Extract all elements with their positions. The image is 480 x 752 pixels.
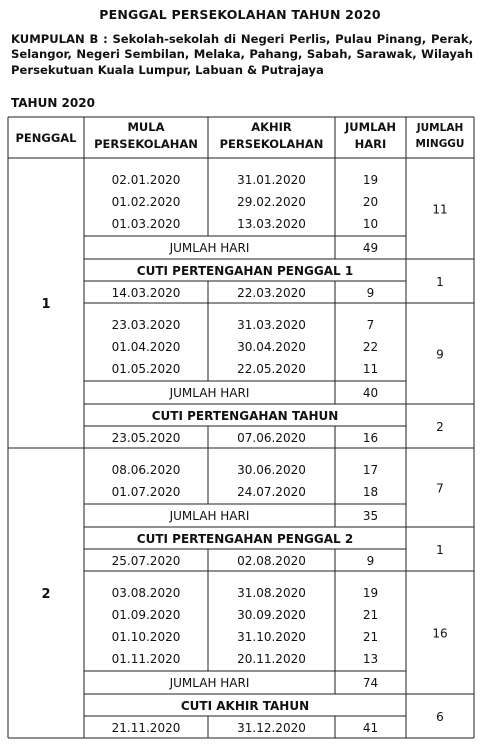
start-date: 01.11.2020 [111,652,181,666]
day-count: 22 [362,340,379,354]
week-count: 1 [436,543,444,557]
total-days: 74 [362,676,379,690]
week-count: 16 [432,626,448,641]
week-count: 11 [432,202,448,217]
day-count: 20 [362,195,379,209]
header-akhir-2: PERSEKOLAHAN [219,137,324,151]
end-date: 30.09.2020 [237,608,306,622]
header-jumlah-hari-2: HARI [354,137,387,151]
end-date: 22.05.2020 [237,362,306,376]
day-count: 11 [362,362,379,376]
day-count: 10 [362,217,379,231]
end-date: 31.01.2020 [237,173,306,187]
end-date: 30.06.2020 [237,463,306,477]
day-count: 7 [366,318,375,332]
end-date: 31.10.2020 [237,630,306,644]
start-date: 01.03.2020 [111,217,181,231]
start-date: 02.01.2020 [111,173,181,187]
total-label: JUMLAH HARI [169,509,250,523]
end-date: 31.03.2020 [237,318,306,332]
end-date: 07.06.2020 [237,431,306,445]
header-mula-2: PERSEKOLAHAN [94,137,198,151]
week-count: 6 [436,710,444,724]
end-date: 13.03.2020 [237,217,306,231]
day-count: 9 [366,286,375,300]
day-count: 13 [362,652,379,666]
start-date: 03.08.2020 [111,586,181,600]
total-label: JUMLAH HARI [169,386,250,400]
day-count: 18 [362,485,379,499]
week-count: 2 [436,420,444,434]
holiday-label: CUTI PERTENGAHAN PENGGAL 1 [136,264,354,278]
day-count: 16 [362,431,379,445]
week-count: 9 [436,347,444,362]
header-jumlah-minggu: JUMLAH [416,122,464,134]
day-count: 17 [362,463,379,477]
header-penggal: PENGGAL [15,131,77,145]
start-date: 08.06.2020 [111,463,181,477]
year-label: TAHUN 2020 [11,96,95,110]
total-days: 35 [362,509,379,523]
start-date: 25.07.2020 [111,554,181,568]
start-date: 23.03.2020 [111,318,181,332]
day-count: 19 [362,173,379,187]
end-date: 29.02.2020 [237,195,306,209]
week-count: 1 [436,275,444,289]
start-date: 01.02.2020 [111,195,181,209]
start-date: 01.09.2020 [111,608,181,622]
start-date: 21.11.2020 [111,721,181,735]
week-count: 7 [436,481,444,496]
header-akhir: AKHIR [251,120,292,134]
end-date: 31.08.2020 [237,586,306,600]
header-mula: MULA [127,120,165,134]
day-count: 21 [362,630,379,644]
total-days: 40 [362,386,379,400]
day-count: 9 [366,554,375,568]
term-1-label: 1 [41,297,51,312]
start-date: 01.07.2020 [111,485,181,499]
end-date: 02.08.2020 [237,554,306,568]
day-count: 19 [362,586,379,600]
holiday-label: CUTI AKHIR TAHUN [180,699,310,713]
start-date: 14.03.2020 [111,286,181,300]
start-date: 23.05.2020 [111,431,181,445]
total-days: 49 [362,241,379,255]
day-count: 21 [362,608,379,622]
day-count: 41 [362,721,379,735]
end-date: 20.11.2020 [237,652,306,666]
start-date: 01.05.2020 [111,362,181,376]
end-date: 30.04.2020 [237,340,306,354]
group-description: KUMPULAN B : Sekolah-sekolah di Negeri Perlis, Pulau Pinang, Perak, Selangor, Negeri Sembilan, Melaka, Pahang, Sabah, Sarawak, Wilayah Persekutuan Kuala Lumpur, Labuan & Putrajaya [11,32,473,77]
header-jumlah-minggu-2: MINGGU [415,138,465,150]
total-label: JUMLAH HARI [169,241,250,255]
header-jumlah-hari: JUMLAH [345,120,396,134]
end-date: 22.03.2020 [237,286,306,300]
total-label: JUMLAH HARI [169,676,250,690]
end-date: 24.07.2020 [237,485,306,499]
term-2-label: 2 [41,587,51,602]
page-title: PENGGAL PERSEKOLAHAN TAHUN 2020 [99,7,381,22]
holiday-label: CUTI PERTENGAHAN PENGGAL 2 [136,532,354,546]
start-date: 01.10.2020 [111,630,181,644]
end-date: 31.12.2020 [237,721,306,735]
start-date: 01.04.2020 [111,340,181,354]
holiday-label: CUTI PERTENGAHAN TAHUN [151,409,339,423]
